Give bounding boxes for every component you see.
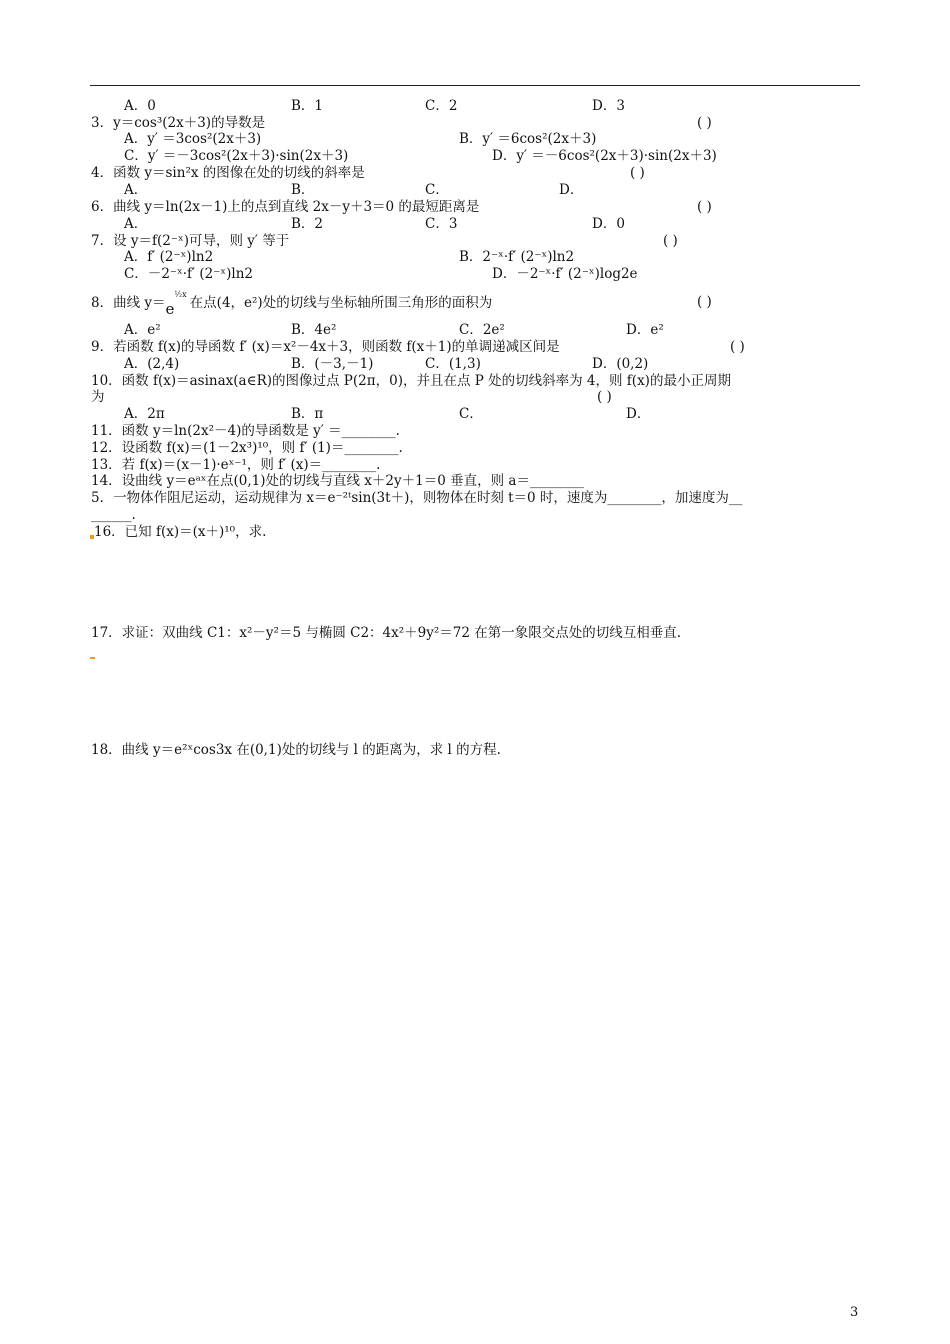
q15-line: 5．一物体作阻尼运动，运动规律为 x＝e⁻²ᵗsin(3t＋)，则物体在时刻 t＝0 时，速度为________，加速度为__ [91,490,743,506]
q3-option-b: B．y′ ＝6cos²(2x＋3) [459,131,597,147]
q9-option-d: D．(0,2) [592,356,649,372]
q4-option-a: A． [124,182,148,198]
q4-option-d: D． [559,182,584,198]
q4-option-b: B． [291,182,315,198]
q12-line: 12．设函数 f(x)＝(1－2x³)¹⁰，则 f′ (1)＝________. [91,440,403,456]
q3-paren: ( ) [697,115,712,131]
q2-option-d: D．3 [592,98,625,114]
edit-marker [90,657,95,659]
q8-option-a: A．e² [124,322,161,338]
q13-line: 13．若 f(x)＝(x－1)·eˣ⁻¹，则 f′ (x)＝________. [91,457,381,473]
q4-paren: ( ) [630,165,645,181]
q8-option-d: D．e² [626,322,664,338]
q2-option-c: C．2 [425,98,458,114]
q8-paren: ( ) [697,294,712,310]
q8-exp-base: e [165,300,175,318]
q3-option-a: A．y′ ＝3cos²(2x＋3) [124,131,262,147]
q7-option-c: C．－2⁻ˣ·f′ (2⁻ˣ)ln2 [124,266,253,282]
q18-line: 18．曲线 y＝e²ˣcos3x 在(0,1)处的切线与 l 的距离为，求 l 的方程. [91,742,501,758]
q2-option-a: A．0 [124,98,156,114]
q3-option-c: C．y′ ＝－3cos²(2x＋3)·sin(2x＋3) [124,148,349,164]
q8-stem-post: 在点(4，e²)处的切线与坐标轴所围三角形的面积为 [189,295,493,311]
q8-exponent: ½x [174,290,187,299]
q10-stem-cont: 为 [91,389,105,405]
q4-stem: 4．函数 y＝sin²x 的图像在处的切线的斜率是 [91,165,365,181]
q7-paren: ( ) [663,233,678,249]
q3-stem: 3．y＝cos³(2x＋3)的导数是 [91,115,266,131]
q7-option-a: A．f′ (2⁻ˣ)ln2 [124,249,214,265]
q10-paren: ( ) [597,389,612,405]
q7-option-d: D．－2⁻ˣ·f′ (2⁻ˣ)log2e [492,266,638,282]
q10-option-b: B．π [291,406,324,422]
q7-option-b: B．2⁻ˣ·f′ (2⁻ˣ)ln2 [459,249,575,265]
q4-option-c: C． [425,182,449,198]
page-number: 3 [850,1305,859,1320]
q9-option-a: A．(2,4) [124,356,180,372]
q9-stem: 9．若函数 f(x)的导函数 f′ (x)＝x²－4x＋3，则函数 f(x＋1)的单调递减区间是 [91,339,560,355]
q8-option-b: B．4e² [291,322,337,338]
q8-option-c: C．2e² [459,322,505,338]
q9-option-c: C．(1,3) [425,356,481,372]
q9-paren: ( ) [730,339,745,355]
q8-stem [91,290,493,318]
q6-option-a: A． [124,216,148,232]
q10-option-d: D． [626,406,651,422]
q6-paren: ( ) [697,199,712,215]
q16-line: 16．已知 f(x)＝(x＋)¹⁰，求. [94,524,267,540]
q14-line: 14．设曲线 y＝eᵃˣ在点(0,1)处的切线与直线 x＋2y＋1＝0 垂直，则 a＝________ [91,473,584,489]
q17-line: 17．求证：双曲线 C1：x²－y²＝5 与椭圆 C2：4x²＋9y²＝72 在第一象限交点处的切线互相垂直. [91,625,682,641]
q6-option-c: C．3 [425,216,458,232]
q15-line-cont: ______. [91,507,136,523]
q10-option-c: C． [459,406,483,422]
q10-option-a: A．2π [124,406,165,422]
q7-stem: 7．设 y＝f(2⁻ˣ)可导，则 y′ 等于 [91,233,290,249]
q11-line: 11．函数 y＝ln(2x²－4)的导函数是 y′ ＝________. [91,423,400,439]
q2-option-b: B．1 [291,98,324,114]
q6-option-b: B．2 [291,216,324,232]
q10-stem: 10．函数 f(x)＝asinax(a∈R)的图像过点 P(2π，0)，并且在点 P 处的切线斜率为 4，则 f(x)的最小正周期 [91,373,731,389]
q9-option-b: B．(－3,－1) [291,356,374,372]
q6-option-d: D．0 [592,216,625,232]
header-rule [90,85,860,86]
q3-option-d: D．y′ ＝－6cos²(2x＋3)·sin(2x＋3) [492,148,717,164]
q6-stem: 6．曲线 y＝ln(2x－1)上的点到直线 2x－y＋3＝0 的最短距离是 [91,199,480,215]
q8-stem-pre: 8．曲线 y＝ [91,295,166,311]
